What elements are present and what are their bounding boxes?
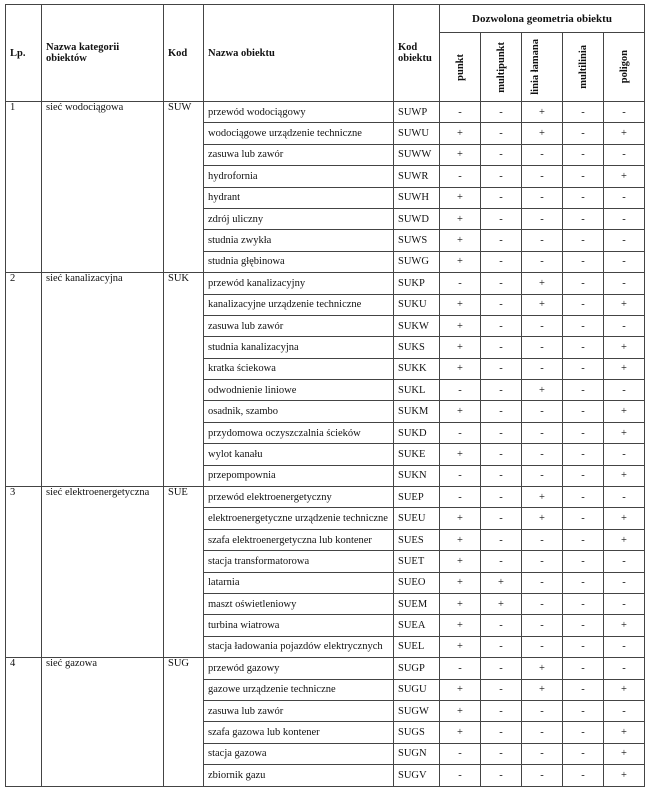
geometry-mark-multipunkt: - (481, 315, 522, 336)
header-geometry-poligon: poligon (604, 33, 645, 102)
geometry-mark-multilinia: - (563, 743, 604, 764)
geometry-mark-multilinia: - (563, 551, 604, 572)
geometry-mark-poligon: - (604, 700, 645, 721)
geometry-mark-multilinia: - (563, 144, 604, 165)
geometry-mark-linia-lamana: - (522, 208, 563, 229)
group-category-code: SUK (164, 273, 204, 487)
header-category-name: Nazwa kategorii obiektów (42, 5, 164, 102)
header-object-name: Nazwa obiektu (204, 5, 394, 102)
object-name: hydrant (204, 187, 394, 208)
object-name: przepompownia (204, 465, 394, 486)
geometry-mark-poligon: + (604, 679, 645, 700)
geometry-mark-multipunkt: - (481, 358, 522, 379)
geometry-mark-multipunkt: + (481, 572, 522, 593)
geometry-mark-poligon: + (604, 337, 645, 358)
header-geometry-group: Dozwolona geometria obiektu (440, 5, 645, 33)
geometry-mark-punkt: + (440, 230, 481, 251)
object-code: SUWH (394, 187, 440, 208)
geometry-mark-punkt: - (440, 380, 481, 401)
geometry-mark-punkt: + (440, 551, 481, 572)
geometry-mark-multipunkt: - (481, 444, 522, 465)
geometry-mark-linia-lamana: - (522, 551, 563, 572)
geometry-mark-poligon: - (604, 572, 645, 593)
geometry-mark-poligon: + (604, 765, 645, 786)
geometry-mark-multilinia: - (563, 700, 604, 721)
object-name: stacja gazowa (204, 743, 394, 764)
object-code: SUKP (394, 273, 440, 294)
geometry-mark-punkt: + (440, 251, 481, 272)
geometry-mark-multilinia: - (563, 358, 604, 379)
object-name: przewód wodociągowy (204, 102, 394, 123)
geometry-mark-multilinia: - (563, 230, 604, 251)
geometry-mark-linia-lamana: - (522, 337, 563, 358)
geometry-mark-poligon: - (604, 487, 645, 508)
geometry-mark-multipunkt: - (481, 679, 522, 700)
geometry-mark-multilinia: - (563, 487, 604, 508)
object-name: zasuwa lub zawór (204, 144, 394, 165)
geometry-mark-punkt: + (440, 401, 481, 422)
object-code: SUKL (394, 380, 440, 401)
geometry-mark-punkt: + (440, 700, 481, 721)
geometry-mark-punkt: + (440, 337, 481, 358)
geometry-mark-multipunkt: - (481, 251, 522, 272)
geometry-mark-linia-lamana: - (522, 529, 563, 550)
geometry-mark-punkt: + (440, 636, 481, 657)
header-geometry-linia-lamana: linia łamana (522, 33, 563, 102)
geometry-mark-punkt: + (440, 358, 481, 379)
object-name: kratka ściekowa (204, 358, 394, 379)
geometry-mark-multilinia: - (563, 572, 604, 593)
geometry-mark-linia-lamana: + (522, 123, 563, 144)
geometry-mark-punkt: - (440, 743, 481, 764)
group-category-code: SUG (164, 658, 204, 786)
geometry-mark-punkt: + (440, 187, 481, 208)
geometry-mark-multipunkt: - (481, 508, 522, 529)
geometry-mark-multipunkt: - (481, 658, 522, 679)
group-lp: 3 (6, 487, 42, 658)
geometry-mark-poligon: - (604, 593, 645, 614)
geometry-mark-multipunkt: - (481, 551, 522, 572)
geometry-mark-poligon: - (604, 551, 645, 572)
geometry-mark-multipunkt: - (481, 102, 522, 123)
geometry-mark-punkt: + (440, 508, 481, 529)
geometry-mark-linia-lamana: + (522, 380, 563, 401)
geometry-mark-multipunkt: - (481, 294, 522, 315)
geometry-mark-multipunkt: - (481, 636, 522, 657)
geometry-mark-multilinia: - (563, 465, 604, 486)
geometry-mark-punkt: + (440, 572, 481, 593)
table-row (6, 273, 645, 294)
geometry-mark-multipunkt: - (481, 208, 522, 229)
header-geometry-multipunkt: multipunkt (481, 33, 522, 102)
object-code: SUEL (394, 636, 440, 657)
geometry-mark-linia-lamana: + (522, 294, 563, 315)
geometry-mark-multipunkt: - (481, 765, 522, 786)
object-code: SUGN (394, 743, 440, 764)
object-name: kanalizacyjne urządzenie techniczne (204, 294, 394, 315)
object-code: SUEO (394, 572, 440, 593)
object-name: szafa gazowa lub kontener (204, 722, 394, 743)
geometry-mark-multilinia: - (563, 251, 604, 272)
geometry-mark-linia-lamana: - (522, 358, 563, 379)
geometry-mark-multilinia: - (563, 508, 604, 529)
geometry-mark-multilinia: - (563, 593, 604, 614)
object-code: SUWS (394, 230, 440, 251)
geometry-mark-linia-lamana: - (522, 444, 563, 465)
geometry-mark-multipunkt: - (481, 166, 522, 187)
geometry-mark-linia-lamana: - (522, 251, 563, 272)
object-code: SUKK (394, 358, 440, 379)
object-name: studnia zwykła (204, 230, 394, 251)
geometry-mark-linia-lamana: - (522, 615, 563, 636)
geometry-mark-multipunkt: - (481, 337, 522, 358)
header-kod: Kod (164, 5, 204, 102)
table-row (6, 658, 645, 679)
group-category-name: sieć elektroenergetyczna (42, 487, 164, 658)
geometry-mark-punkt: + (440, 123, 481, 144)
object-code: SUGS (394, 722, 440, 743)
geometry-mark-poligon: + (604, 123, 645, 144)
object-code: SUWU (394, 123, 440, 144)
geometry-mark-multipunkt: - (481, 722, 522, 743)
object-code: SUWG (394, 251, 440, 272)
geometry-mark-multipunkt: - (481, 529, 522, 550)
geometry-mark-linia-lamana: + (522, 658, 563, 679)
geometry-mark-multipunkt: - (481, 487, 522, 508)
geometry-mark-multipunkt: - (481, 401, 522, 422)
geometry-mark-multilinia: - (563, 658, 604, 679)
geometry-mark-multilinia: - (563, 315, 604, 336)
geometry-mark-multipunkt: + (481, 593, 522, 614)
table-row (6, 102, 645, 123)
geometry-mark-poligon: - (604, 187, 645, 208)
geometry-mark-multilinia: - (563, 529, 604, 550)
geometry-mark-linia-lamana: - (522, 422, 563, 443)
object-code: SUWD (394, 208, 440, 229)
geometry-mark-poligon: - (604, 658, 645, 679)
geometry-mark-poligon: - (604, 230, 645, 251)
geometry-mark-poligon: - (604, 144, 645, 165)
geometry-mark-punkt: - (440, 465, 481, 486)
geometry-mark-linia-lamana: + (522, 273, 563, 294)
geometry-mark-poligon: + (604, 508, 645, 529)
object-code: SUKE (394, 444, 440, 465)
geometry-mark-linia-lamana: + (522, 508, 563, 529)
object-name: przewód gazowy (204, 658, 394, 679)
object-name: maszt oświetleniowy (204, 593, 394, 614)
geometry-mark-linia-lamana: - (522, 187, 563, 208)
geometry-mark-linia-lamana: - (522, 765, 563, 786)
geometry-mark-multipunkt: - (481, 615, 522, 636)
group-category-code: SUE (164, 487, 204, 658)
object-code: SUKW (394, 315, 440, 336)
group-lp: 2 (6, 273, 42, 487)
geometry-mark-linia-lamana: + (522, 679, 563, 700)
geometry-mark-multipunkt: - (481, 743, 522, 764)
geometry-mark-multilinia: - (563, 636, 604, 657)
object-code: SUET (394, 551, 440, 572)
object-code: SUGP (394, 658, 440, 679)
object-code: SUKD (394, 422, 440, 443)
geometry-mark-punkt: + (440, 208, 481, 229)
header-geometry-multilinia: multilinia (563, 33, 604, 102)
group-category-name: sieć wodociągowa (42, 102, 164, 273)
geometry-mark-poligon: - (604, 208, 645, 229)
geometry-mark-poligon: + (604, 401, 645, 422)
geometry-mark-punkt: - (440, 273, 481, 294)
header-lp: Lp. (6, 5, 42, 102)
geometry-mark-multilinia: - (563, 444, 604, 465)
geometry-mark-punkt: - (440, 658, 481, 679)
geometry-mark-multipunkt: - (481, 422, 522, 443)
group-category-name: sieć gazowa (42, 658, 164, 786)
geometry-mark-poligon: + (604, 615, 645, 636)
geometry-mark-linia-lamana: - (522, 572, 563, 593)
object-code: SUWR (394, 166, 440, 187)
object-name: wodociągowe urządzenie techniczne (204, 123, 394, 144)
geometry-mark-poligon: + (604, 166, 645, 187)
geometry-mark-poligon: - (604, 380, 645, 401)
geometry-mark-poligon: + (604, 722, 645, 743)
object-name: stacja ładowania pojazdów elektrycznych (204, 636, 394, 657)
geometry-mark-linia-lamana: - (522, 315, 563, 336)
geometry-mark-multilinia: - (563, 401, 604, 422)
object-name: odwodnienie liniowe (204, 380, 394, 401)
geometry-mark-linia-lamana: - (522, 166, 563, 187)
object-name: stacja transformatorowa (204, 551, 394, 572)
object-name: studnia głębinowa (204, 251, 394, 272)
table-row (6, 487, 645, 508)
geometry-mark-punkt: - (440, 102, 481, 123)
object-name: przewód elektroenergetyczny (204, 487, 394, 508)
geometry-mark-punkt: + (440, 144, 481, 165)
geometry-mark-poligon: - (604, 315, 645, 336)
geometry-mark-linia-lamana: + (522, 102, 563, 123)
group-lp: 4 (6, 658, 42, 786)
geometry-mark-punkt: - (440, 422, 481, 443)
geometry-mark-linia-lamana: - (522, 722, 563, 743)
geometry-mark-poligon: + (604, 358, 645, 379)
geometry-mark-multipunkt: - (481, 123, 522, 144)
object-name: przewód kanalizacyjny (204, 273, 394, 294)
group-category-code: SUW (164, 102, 204, 273)
geometry-mark-multipunkt: - (481, 187, 522, 208)
table-body (6, 102, 645, 787)
geometry-mark-punkt: + (440, 294, 481, 315)
geometry-mark-multilinia: - (563, 273, 604, 294)
geometry-mark-punkt: - (440, 166, 481, 187)
geometry-mark-multilinia: - (563, 679, 604, 700)
object-name: wylot kanału (204, 444, 394, 465)
geometry-mark-punkt: + (440, 722, 481, 743)
object-code: SUKU (394, 294, 440, 315)
header-geometry-punkt: punkt (440, 33, 481, 102)
object-code: SUEA (394, 615, 440, 636)
object-name: turbina wiatrowa (204, 615, 394, 636)
object-name: zasuwa lub zawór (204, 700, 394, 721)
geometry-mark-punkt: - (440, 765, 481, 786)
geometry-mark-multipunkt: - (481, 230, 522, 251)
geometry-mark-poligon: - (604, 636, 645, 657)
object-name: zdrój uliczny (204, 208, 394, 229)
geometry-mark-punkt: + (440, 444, 481, 465)
object-code: SUKM (394, 401, 440, 422)
geometry-mark-multilinia: - (563, 294, 604, 315)
geometry-mark-poligon: - (604, 273, 645, 294)
object-code: SUEP (394, 487, 440, 508)
geometry-mark-poligon: - (604, 102, 645, 123)
object-name: elektroenergetyczne urządzenie techniczne (204, 508, 394, 529)
geometry-mark-poligon: - (604, 251, 645, 272)
object-code: SUES (394, 529, 440, 550)
geometry-mark-multilinia: - (563, 337, 604, 358)
geometry-mark-linia-lamana: - (522, 401, 563, 422)
geometry-mark-poligon: + (604, 294, 645, 315)
geometry-mark-multilinia: - (563, 187, 604, 208)
object-code: SUKN (394, 465, 440, 486)
group-lp: 1 (6, 102, 42, 273)
geometry-mark-multipunkt: - (481, 465, 522, 486)
header-object-code: Kod obiektu (394, 5, 440, 102)
object-code: SUWW (394, 144, 440, 165)
geometry-mark-poligon: + (604, 422, 645, 443)
geometry-mark-punkt: + (440, 529, 481, 550)
object-code: SUEU (394, 508, 440, 529)
object-code: SUGV (394, 765, 440, 786)
geometry-mark-linia-lamana: - (522, 700, 563, 721)
object-name: latarnia (204, 572, 394, 593)
geometry-mark-multilinia: - (563, 722, 604, 743)
geometry-mark-multipunkt: - (481, 380, 522, 401)
geometry-mark-linia-lamana: - (522, 636, 563, 657)
geometry-mark-multipunkt: - (481, 144, 522, 165)
geometry-mark-multilinia: - (563, 102, 604, 123)
geometry-mark-multilinia: - (563, 166, 604, 187)
geometry-mark-linia-lamana: + (522, 487, 563, 508)
object-name: przydomowa oczyszczalnia ścieków (204, 422, 394, 443)
geometry-mark-punkt: + (440, 615, 481, 636)
geometry-mark-linia-lamana: - (522, 230, 563, 251)
geometry-mark-poligon: + (604, 743, 645, 764)
geometry-mark-multilinia: - (563, 765, 604, 786)
object-name: studnia kanalizacyjna (204, 337, 394, 358)
geometry-mark-punkt: + (440, 593, 481, 614)
object-name: gazowe urządzenie techniczne (204, 679, 394, 700)
geometry-mark-multilinia: - (563, 123, 604, 144)
object-name: zasuwa lub zawór (204, 315, 394, 336)
object-name: osadnik, szambo (204, 401, 394, 422)
geometry-mark-poligon: + (604, 465, 645, 486)
object-code: SUEM (394, 593, 440, 614)
object-name: hydrofornia (204, 166, 394, 187)
object-code: SUGW (394, 700, 440, 721)
object-code: SUGU (394, 679, 440, 700)
object-code: SUWP (394, 102, 440, 123)
geometry-mark-multilinia: - (563, 380, 604, 401)
object-geometry-table (5, 4, 645, 787)
geometry-mark-punkt: - (440, 487, 481, 508)
object-name: zbiornik gazu (204, 765, 394, 786)
geometry-mark-punkt: + (440, 315, 481, 336)
geometry-mark-linia-lamana: - (522, 593, 563, 614)
geometry-mark-multilinia: - (563, 208, 604, 229)
geometry-mark-multipunkt: - (481, 700, 522, 721)
geometry-mark-linia-lamana: - (522, 465, 563, 486)
object-code: SUKS (394, 337, 440, 358)
geometry-mark-linia-lamana: - (522, 743, 563, 764)
geometry-mark-poligon: + (604, 529, 645, 550)
geometry-mark-multilinia: - (563, 422, 604, 443)
group-category-name: sieć kanalizacyjna (42, 273, 164, 487)
geometry-mark-multilinia: - (563, 615, 604, 636)
geometry-mark-multipunkt: - (481, 273, 522, 294)
object-name: szafa elektroenergetyczna lub kontener (204, 529, 394, 550)
geometry-mark-punkt: + (440, 679, 481, 700)
geometry-mark-linia-lamana: - (522, 144, 563, 165)
geometry-mark-poligon: - (604, 444, 645, 465)
